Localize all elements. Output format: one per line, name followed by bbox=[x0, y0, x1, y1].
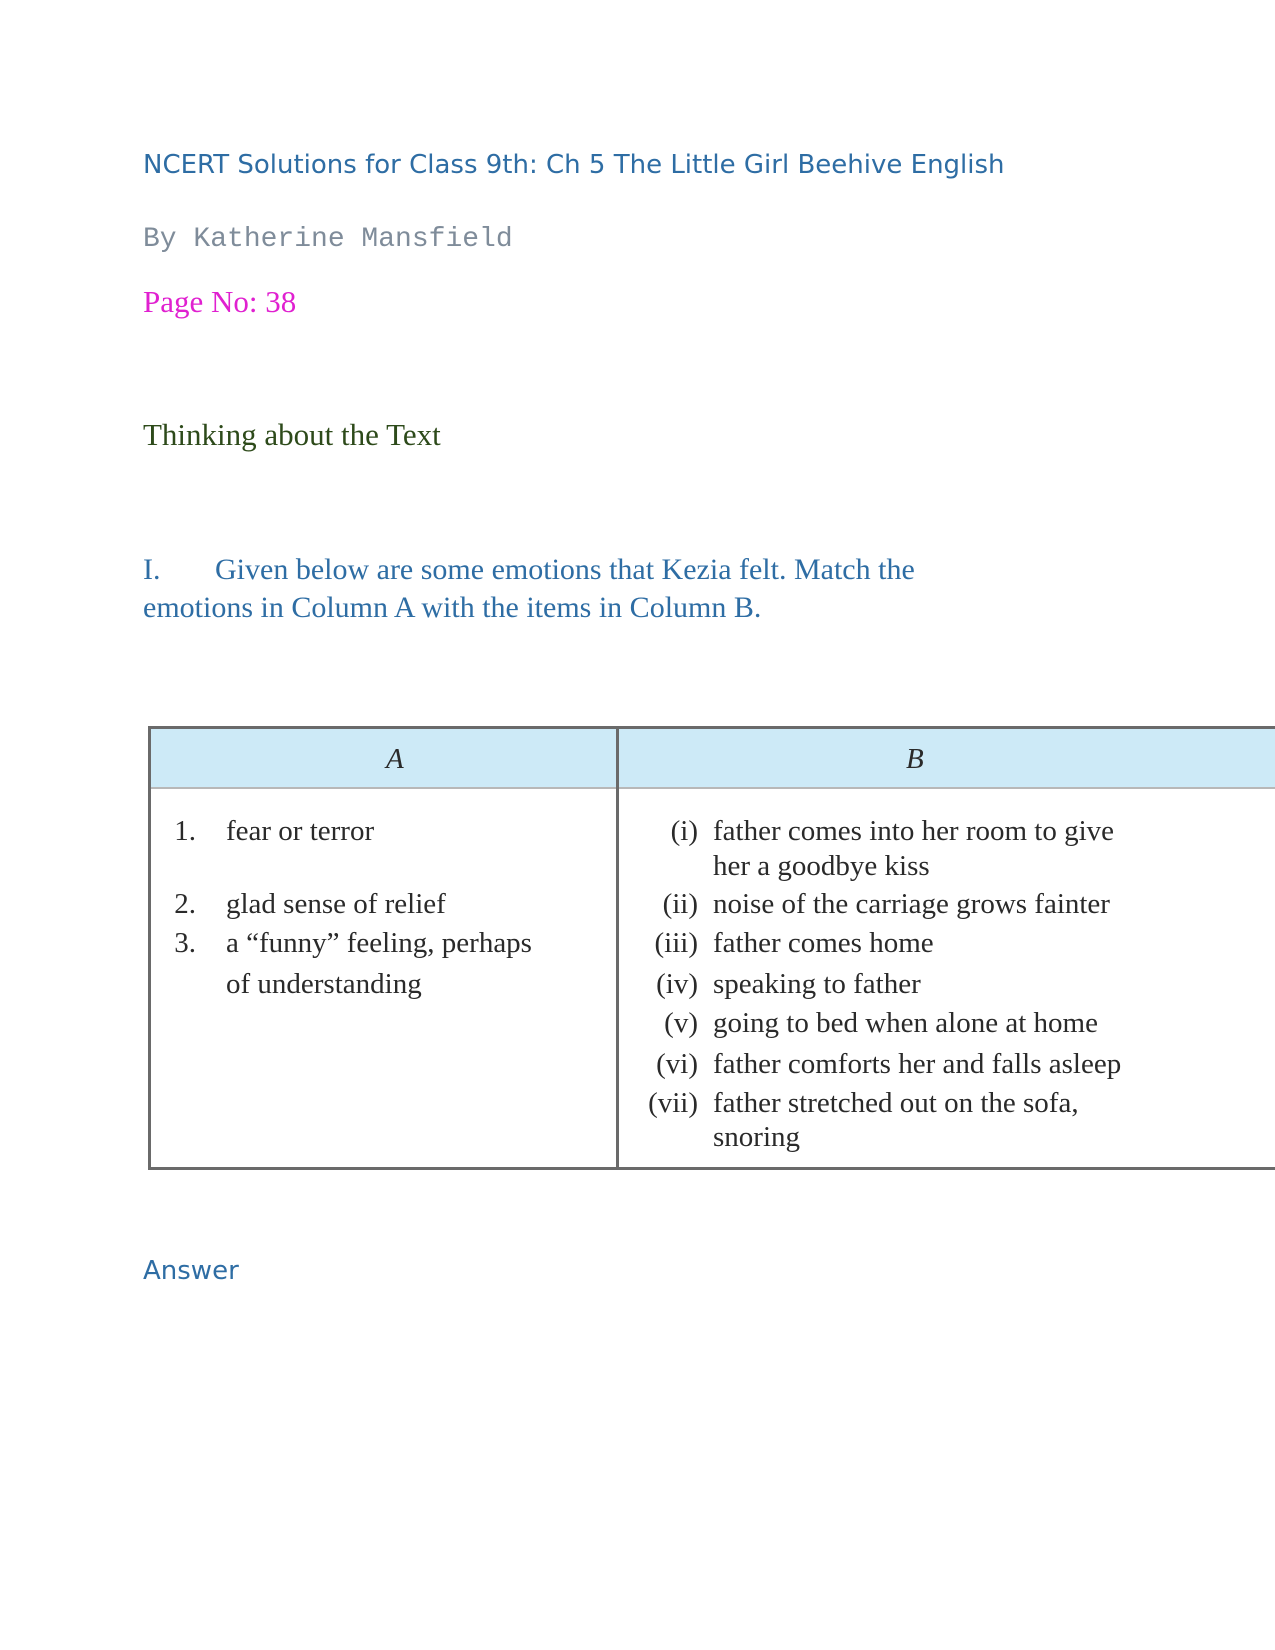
item-text: of understanding bbox=[226, 968, 422, 1000]
item-text: going to bed when alone at home bbox=[713, 1007, 1098, 1039]
item-number: (vi) bbox=[656, 1048, 698, 1080]
item-number: (iv) bbox=[656, 968, 698, 1000]
item-number: 2. bbox=[174, 888, 196, 920]
item-number: 1. bbox=[174, 815, 196, 847]
column-b-header: B bbox=[906, 743, 924, 775]
column-divider bbox=[616, 729, 619, 1167]
author-line: By Katherine Mansfield bbox=[143, 224, 513, 255]
question-block bbox=[143, 551, 1003, 627]
page-number: Page No: 38 bbox=[143, 284, 297, 319]
item-text: father comforts her and falls asleep bbox=[713, 1048, 1122, 1080]
document-title: NCERT Solutions for Class 9th: Ch 5 The Little Girl Beehive English bbox=[143, 150, 1005, 180]
item-text: father comes into her room to give bbox=[713, 815, 1115, 847]
table-header-row bbox=[151, 729, 1275, 789]
column-a-header: A bbox=[386, 743, 404, 775]
question-text: Given below are some emotions that Kezia felt. Match the emotions in Column A with the items in Column B. bbox=[143, 553, 915, 624]
item-text: a “funny” feeling, perhaps bbox=[226, 927, 532, 959]
item-number: (i) bbox=[670, 815, 698, 847]
item-text: noise of the carriage grows fainter bbox=[713, 888, 1110, 920]
item-text: her a goodbye kiss bbox=[713, 850, 930, 882]
item-number: (ii) bbox=[662, 888, 698, 920]
item-text: father comes home bbox=[713, 927, 934, 959]
item-text: glad sense of relief bbox=[226, 888, 446, 920]
item-number: (v) bbox=[664, 1007, 698, 1039]
item-text: fear or terror bbox=[226, 815, 375, 847]
item-number: 3. bbox=[174, 927, 196, 959]
match-table bbox=[148, 726, 1275, 1170]
section-heading: Thinking about the Text bbox=[143, 417, 441, 452]
answer-label: Answer bbox=[143, 1256, 239, 1286]
item-text: speaking to father bbox=[713, 968, 921, 1000]
item-number: (vii) bbox=[648, 1087, 698, 1119]
item-text: father stretched out on the sofa, bbox=[713, 1087, 1079, 1119]
item-text: snoring bbox=[713, 1121, 800, 1153]
question-number: I. bbox=[143, 553, 161, 586]
item-number: (iii) bbox=[654, 927, 698, 959]
